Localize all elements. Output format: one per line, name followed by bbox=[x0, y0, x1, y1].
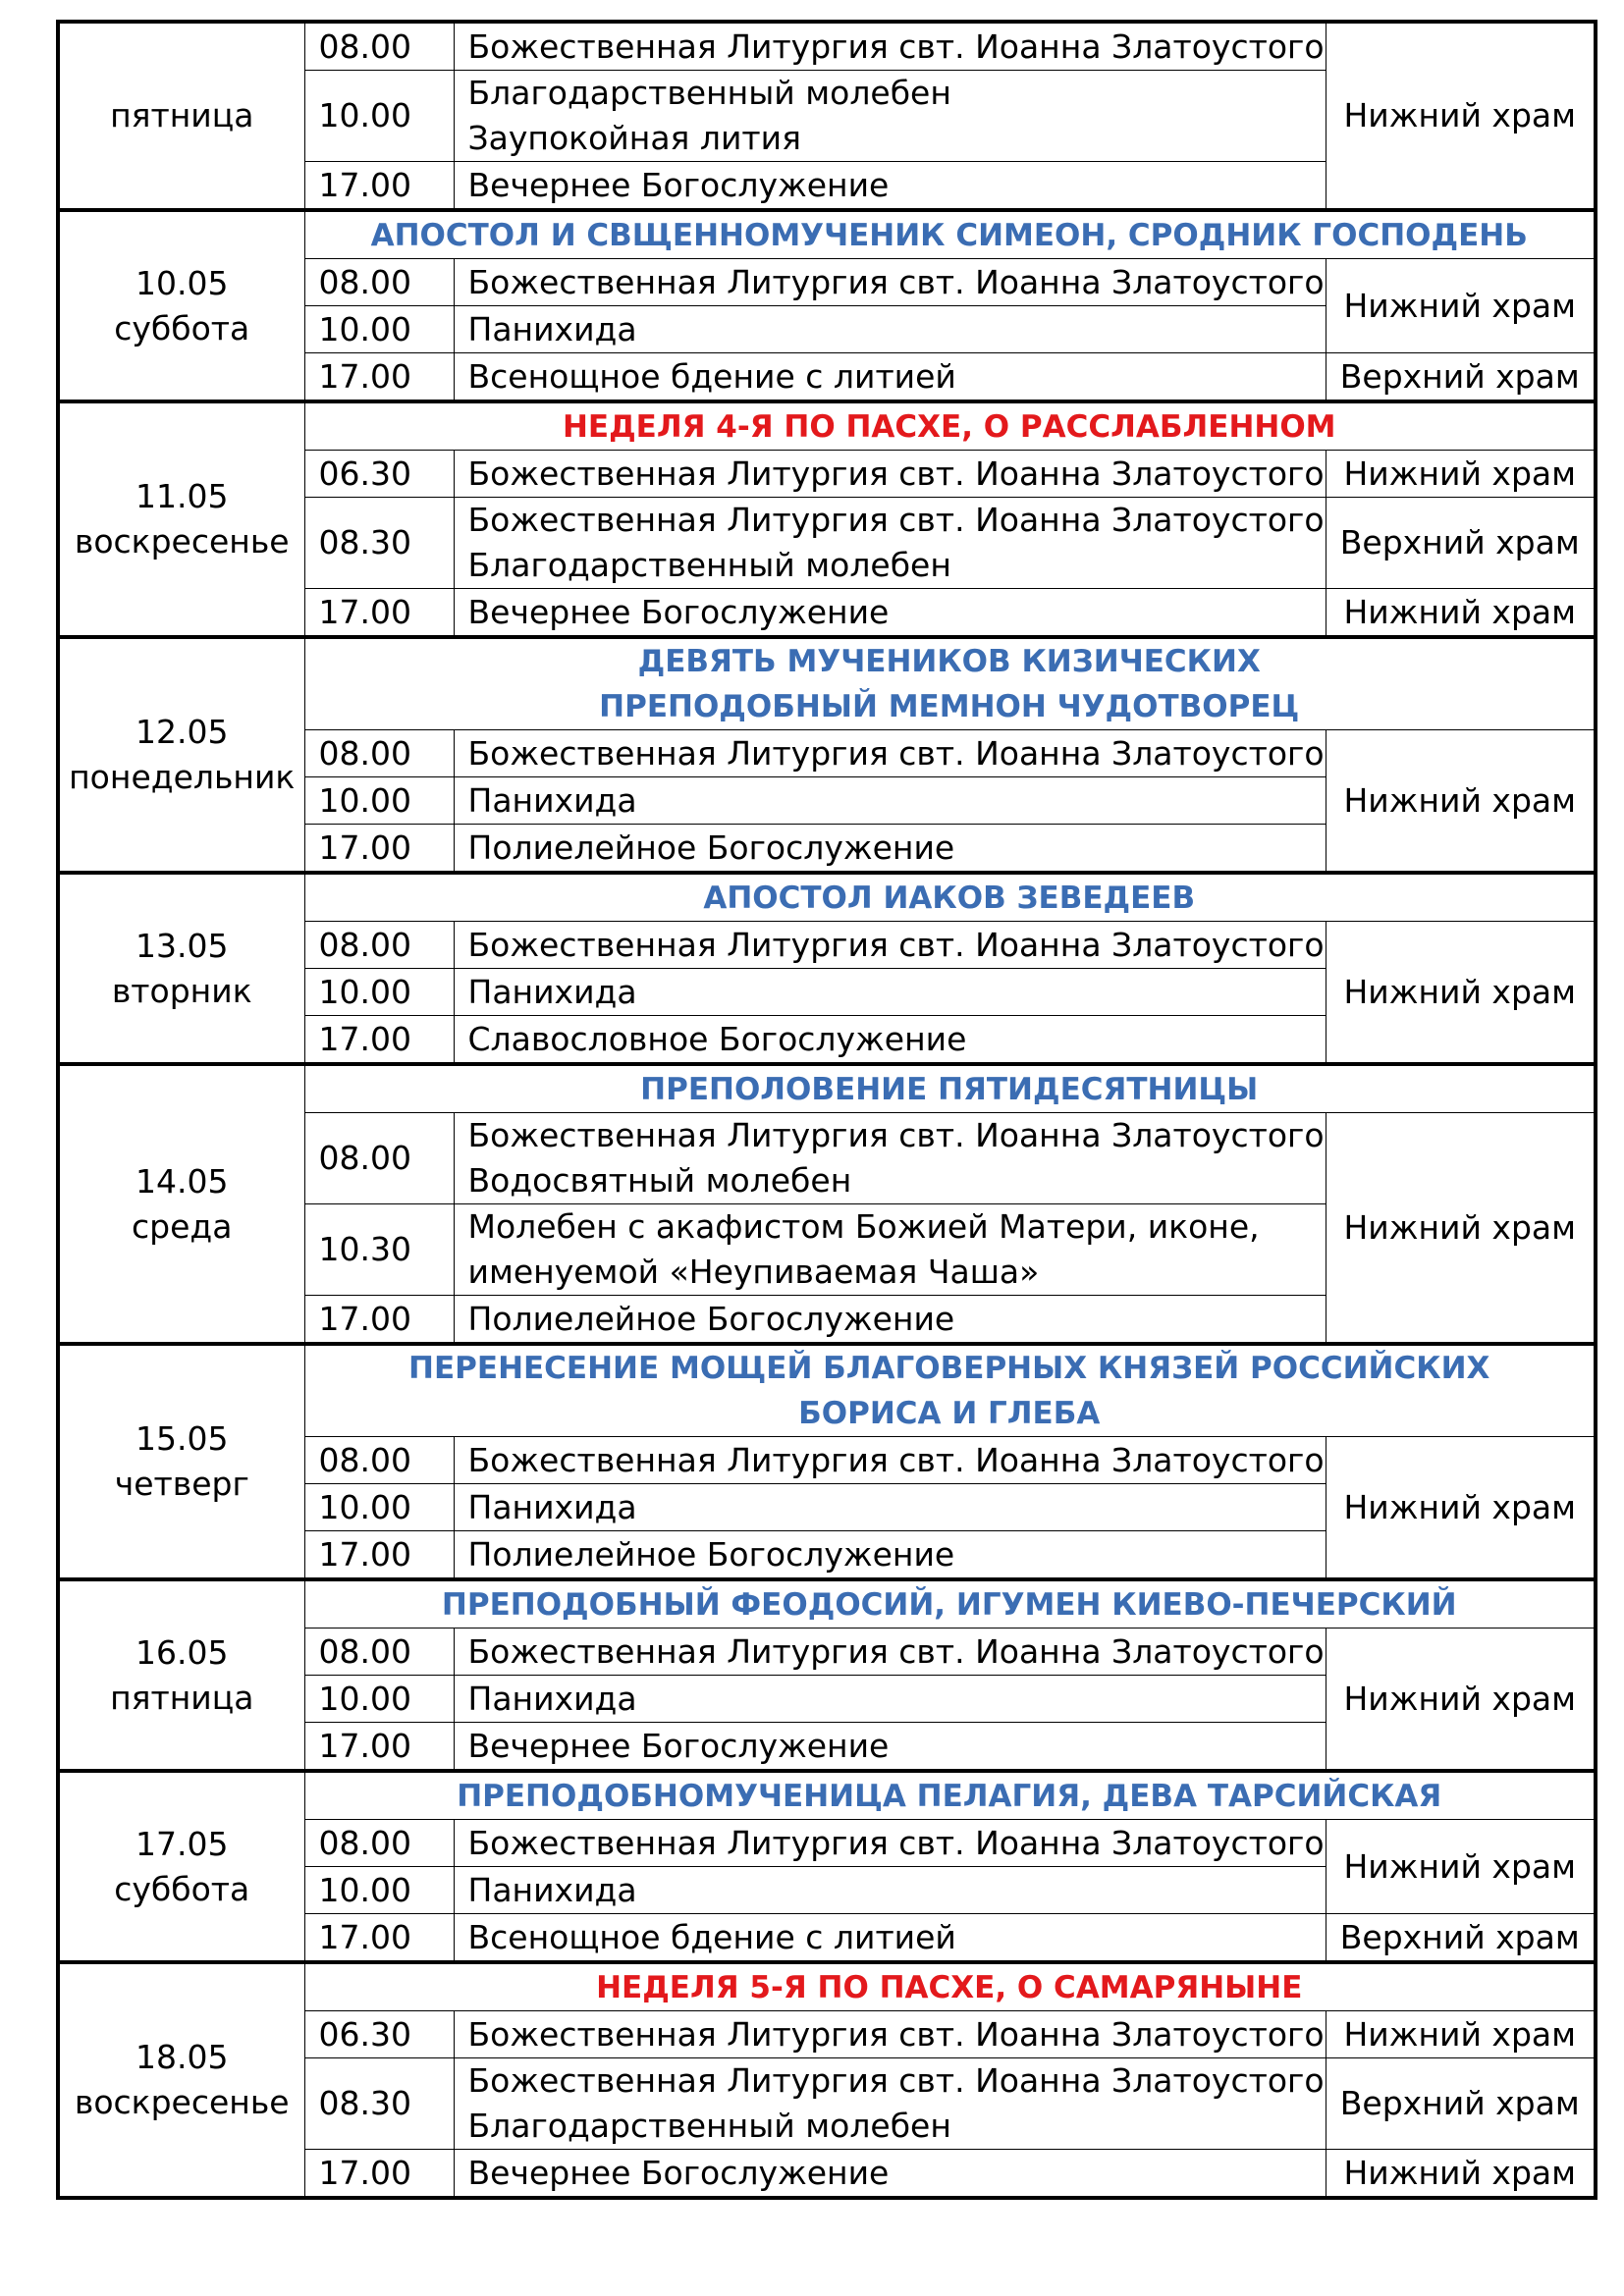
service-name-line: Всенощное бдение с литией bbox=[467, 356, 956, 396]
service-name bbox=[454, 589, 1326, 638]
service-name-line: Божественная Литургия свт. Иоанна Златоустого bbox=[467, 454, 1325, 493]
service-time: 06.30 bbox=[304, 451, 454, 498]
service-location: Верхний храм bbox=[1326, 2058, 1596, 2150]
service-time: 17.00 bbox=[304, 162, 454, 211]
service-location: Нижний храм bbox=[1326, 1629, 1596, 1772]
schedule-body bbox=[58, 22, 1596, 2198]
service-name-line: Панихида bbox=[467, 1679, 637, 1718]
service-time: 17.00 bbox=[304, 2150, 454, 2199]
service-time: 08.00 bbox=[304, 730, 454, 777]
day-date-cell bbox=[58, 873, 304, 1064]
service-name-line: Божественная Литургия свт. Иоанна Златоустого bbox=[467, 1116, 1325, 1154]
feast-title bbox=[304, 401, 1596, 451]
service-name-line: Божественная Литургия свт. Иоанна Златоустого bbox=[467, 1440, 1325, 1479]
service-time: 17.00 bbox=[304, 1016, 454, 1065]
service-location: Нижний храм bbox=[1326, 922, 1596, 1065]
service-location: Нижний храм bbox=[1326, 451, 1596, 498]
service-location: Нижний храм bbox=[1326, 22, 1596, 210]
service-name bbox=[454, 162, 1326, 211]
service-name-line: Полиелейное Богослужение bbox=[467, 828, 955, 867]
service-name-line: Божественная Литургия свт. Иоанна Златоустого bbox=[467, 1631, 1325, 1671]
service-name-line: Заупокойная лития bbox=[467, 119, 801, 157]
service-name bbox=[454, 498, 1326, 589]
service-location: Верхний храм bbox=[1326, 1914, 1596, 1963]
day-date: 11.05 bbox=[135, 477, 229, 515]
service-name bbox=[454, 969, 1326, 1016]
feast-title bbox=[304, 1579, 1596, 1629]
day-weekday: пятница bbox=[110, 96, 254, 134]
service-location: Нижний храм bbox=[1326, 730, 1596, 874]
feast-row bbox=[58, 637, 1596, 730]
feast-title-line: НЕДЕЛЯ 5-Я ПО ПАСХЕ, О САМАРЯНЫНЕ bbox=[596, 1969, 1303, 2005]
day-date-cell bbox=[58, 637, 304, 873]
service-name bbox=[454, 71, 1326, 162]
service-name-line: Панихида bbox=[467, 972, 637, 1011]
feast-title-line: ДЕВЯТЬ МУЧЕНИКОВ КИЗИЧЕСКИХ bbox=[637, 644, 1261, 679]
service-name bbox=[454, 1867, 1326, 1914]
day-weekday: суббота bbox=[114, 308, 250, 347]
service-location: Нижний храм bbox=[1326, 589, 1596, 638]
feast-title bbox=[304, 1771, 1596, 1820]
day-date-cell bbox=[58, 1579, 304, 1771]
day-date: 10.05 bbox=[135, 263, 229, 302]
service-name-line: Полиелейное Богослужение bbox=[467, 1299, 955, 1338]
day-date: 12.05 bbox=[135, 713, 229, 751]
feast-row bbox=[58, 1344, 1596, 1437]
service-name bbox=[454, 353, 1326, 402]
feast-title bbox=[304, 637, 1596, 730]
day-weekday: понедельник bbox=[69, 758, 296, 796]
service-name-line: Божественная Литургия свт. Иоанна Златоустого bbox=[467, 2014, 1325, 2054]
service-time: 08.00 bbox=[304, 922, 454, 969]
day-date-cell bbox=[58, 210, 304, 401]
service-name-line: Водосвятный молебен bbox=[467, 1161, 852, 1200]
service-name-line: Вечернее Богослужение bbox=[467, 165, 890, 204]
service-time: 06.30 bbox=[304, 2011, 454, 2058]
service-name bbox=[454, 1820, 1326, 1867]
service-name-line: Молебен с акафистом Божией Матери, иконе, bbox=[467, 1207, 1260, 1246]
feast-row bbox=[58, 873, 1596, 922]
service-name bbox=[454, 1531, 1326, 1580]
service-time: 17.00 bbox=[304, 1914, 454, 1963]
feast-row bbox=[58, 401, 1596, 451]
feast-row bbox=[58, 210, 1596, 259]
service-name bbox=[454, 825, 1326, 874]
day-weekday: суббота bbox=[114, 1869, 250, 1908]
feast-title bbox=[304, 1064, 1596, 1113]
feast-row bbox=[58, 1771, 1596, 1820]
feast-title bbox=[304, 1962, 1596, 2011]
day-date-cell bbox=[58, 1771, 304, 1962]
feast-title-line: НЕДЕЛЯ 4-Я ПО ПАСХЕ, О РАССЛАБЛЕННОМ bbox=[562, 408, 1336, 445]
service-name-line: Панихида bbox=[467, 1870, 637, 1909]
service-location: Верхний храм bbox=[1326, 498, 1596, 589]
service-name bbox=[454, 451, 1326, 498]
feast-title-line: АПОСТОЛ И СВЩЕННОМУЧЕНИК СИМЕОН, СРОДНИК ГОСПОДЕНЬ bbox=[370, 217, 1528, 253]
service-location: Нижний храм bbox=[1326, 259, 1596, 353]
feast-title-line: ПРЕПОДОБНЫЙ МЕМНОН ЧУДОТВОРЕЦ bbox=[599, 689, 1300, 724]
service-name bbox=[454, 2011, 1326, 2058]
service-name-line: Вечернее Богослужение bbox=[467, 2153, 890, 2192]
feast-title bbox=[304, 1344, 1596, 1437]
service-location: Верхний храм bbox=[1326, 353, 1596, 402]
service-time: 08.00 bbox=[304, 1629, 454, 1676]
service-location: Нижний храм bbox=[1326, 2150, 1596, 2199]
service-time: 17.00 bbox=[304, 1296, 454, 1345]
service-time: 08.00 bbox=[304, 22, 454, 71]
service-name-line: Панихида bbox=[467, 309, 637, 348]
service-location: Нижний храм bbox=[1326, 1437, 1596, 1580]
service-time: 08.00 bbox=[304, 1437, 454, 1484]
service-time: 17.00 bbox=[304, 825, 454, 874]
service-name bbox=[454, 777, 1326, 825]
day-weekday: пятница bbox=[110, 1678, 254, 1717]
service-name-line: Божественная Литургия свт. Иоанна Златоустого bbox=[467, 27, 1325, 66]
service-time: 08.00 bbox=[304, 259, 454, 306]
day-weekday: вторник bbox=[111, 971, 252, 1010]
service-name-line: Благодарственный молебен bbox=[467, 74, 951, 112]
day-weekday: воскресенье bbox=[74, 522, 290, 561]
service-name bbox=[454, 1723, 1326, 1772]
service-time: 08.00 bbox=[304, 1113, 454, 1204]
service-location: Нижний храм bbox=[1326, 1113, 1596, 1345]
day-date-cell bbox=[58, 1064, 304, 1344]
service-name-line: Божественная Литургия свт. Иоанна Златоустого bbox=[467, 262, 1325, 301]
service-name bbox=[454, 1484, 1326, 1531]
service-time: 08.30 bbox=[304, 2058, 454, 2150]
feast-row bbox=[58, 1962, 1596, 2011]
service-time: 10.00 bbox=[304, 777, 454, 825]
service-location: Нижний храм bbox=[1326, 2011, 1596, 2058]
feast-row bbox=[58, 1064, 1596, 1113]
feast-row bbox=[58, 1579, 1596, 1629]
service-name-line: Всенощное бдение с литией bbox=[467, 1917, 956, 1956]
service-time: 08.00 bbox=[304, 1820, 454, 1867]
service-name-line: Божественная Литургия свт. Иоанна Златоустого bbox=[467, 1823, 1325, 1862]
service-name bbox=[454, 1016, 1326, 1065]
service-time: 08.30 bbox=[304, 498, 454, 589]
feast-title bbox=[304, 210, 1596, 259]
service-location: Нижний храм bbox=[1326, 1820, 1596, 1914]
service-time: 10.00 bbox=[304, 1484, 454, 1531]
service-name bbox=[454, 1204, 1326, 1296]
day-date-cell bbox=[58, 1962, 304, 2198]
day-weekday: среда bbox=[132, 1206, 233, 1246]
service-name bbox=[454, 1629, 1326, 1676]
day-date: 18.05 bbox=[135, 2038, 229, 2076]
service-name-line: Панихида bbox=[467, 780, 637, 820]
service-time: 10.00 bbox=[304, 1867, 454, 1914]
day-weekday: воскресенье bbox=[74, 2083, 290, 2121]
service-name-line: Благодарственный молебен bbox=[467, 546, 951, 584]
service-name bbox=[454, 1113, 1326, 1204]
day-date: 13.05 bbox=[135, 926, 229, 965]
day-date-cell bbox=[58, 401, 304, 637]
service-time: 10.00 bbox=[304, 71, 454, 162]
day-date-cell bbox=[58, 22, 304, 210]
service-name bbox=[454, 1914, 1326, 1963]
service-name-line: Божественная Литургия свт. Иоанна Златоустого bbox=[467, 925, 1325, 964]
feast-title-line: ПРЕПОДОБНЫЙ ФЕОДОСИЙ, ИГУМЕН КИЕВО-ПЕЧЕРСКИЙ bbox=[441, 1586, 1457, 1623]
service-name bbox=[454, 2058, 1326, 2150]
service-time: 10.00 bbox=[304, 306, 454, 353]
service-name bbox=[454, 1296, 1326, 1345]
service-row bbox=[58, 22, 1596, 71]
feast-title-line: АПОСТОЛ ИАКОВ ЗЕВЕДЕЕВ bbox=[703, 880, 1196, 916]
service-time: 10.00 bbox=[304, 969, 454, 1016]
service-name-line: Благодарственный молебен bbox=[467, 2107, 951, 2145]
service-time: 17.00 bbox=[304, 1723, 454, 1772]
service-name bbox=[454, 730, 1326, 777]
service-name bbox=[454, 2150, 1326, 2199]
service-name bbox=[454, 22, 1326, 71]
service-name-line: Божественная Литургия свт. Иоанна Златоустого bbox=[467, 733, 1325, 773]
service-name-line: Вечернее Богослужение bbox=[467, 1726, 890, 1765]
day-date: 14.05 bbox=[135, 1161, 229, 1201]
feast-title bbox=[304, 873, 1596, 922]
service-name bbox=[454, 922, 1326, 969]
day-weekday: четверг bbox=[114, 1465, 249, 1503]
service-time: 17.00 bbox=[304, 1531, 454, 1580]
service-name-line: Панихида bbox=[467, 1487, 637, 1526]
day-date: 17.05 bbox=[135, 1824, 229, 1863]
day-date: 15.05 bbox=[135, 1419, 229, 1458]
service-name-line: Божественная Литургия свт. Иоанна Златоустого bbox=[467, 2061, 1325, 2100]
service-name-line: Славословное Богослужение bbox=[467, 1019, 967, 1058]
feast-title-line: ПРЕПОЛОВЕНИЕ ПЯТИДЕСЯТНИЦЫ bbox=[640, 1071, 1259, 1107]
day-date: 16.05 bbox=[135, 1632, 229, 1672]
service-name-line: Полиелейное Богослужение bbox=[467, 1534, 955, 1574]
service-name-line: Вечернее Богослужение bbox=[467, 592, 890, 631]
feast-title-line: ПРЕПОДОБНОМУЧЕНИЦА ПЕЛАГИЯ, ДЕВА ТАРСИЙСКАЯ bbox=[457, 1778, 1442, 1814]
service-name-line: Божественная Литургия свт. Иоанна Златоустого bbox=[467, 501, 1325, 539]
service-time: 10.00 bbox=[304, 1676, 454, 1723]
service-name bbox=[454, 1676, 1326, 1723]
service-name bbox=[454, 259, 1326, 306]
day-date-cell bbox=[58, 1344, 304, 1579]
service-name-line: именуемой «Неупиваемая Чаша» bbox=[467, 1253, 1040, 1291]
service-time: 17.00 bbox=[304, 353, 454, 402]
feast-title-line: БОРИСА И ГЛЕБА bbox=[798, 1396, 1101, 1431]
service-schedule-table bbox=[56, 20, 1597, 2200]
service-name bbox=[454, 306, 1326, 353]
service-time: 17.00 bbox=[304, 589, 454, 638]
service-time: 10.30 bbox=[304, 1204, 454, 1296]
feast-title-line: ПЕРЕНЕСЕНИЕ МОЩЕЙ БЛАГОВЕРНЫХ КНЯЗЕЙ РОССИЙСКИХ bbox=[408, 1351, 1490, 1386]
service-name bbox=[454, 1437, 1326, 1484]
